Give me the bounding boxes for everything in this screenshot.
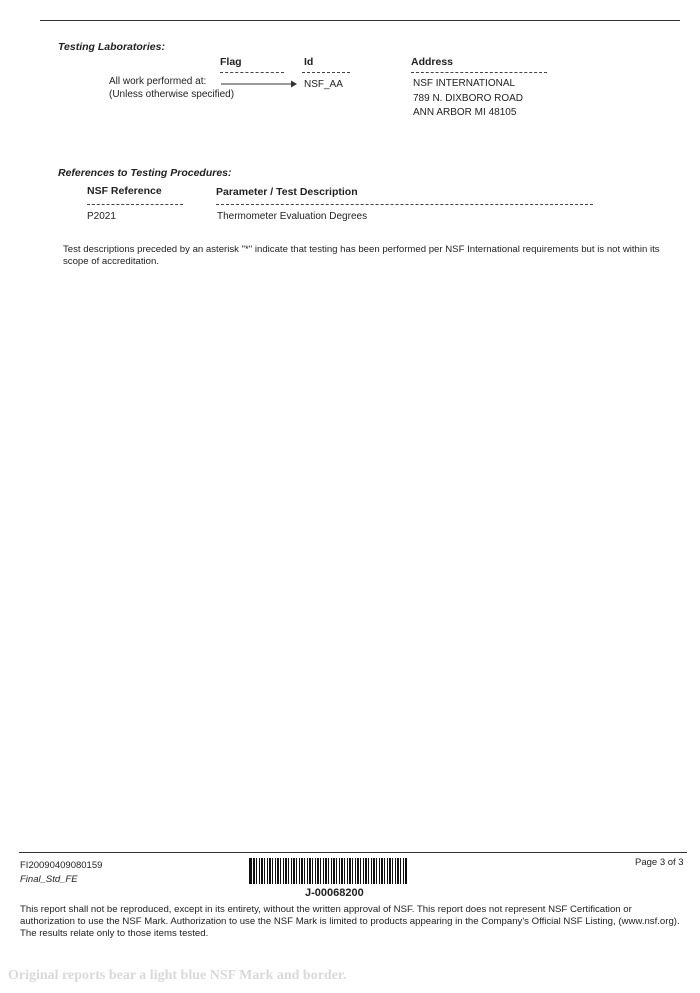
footer-rule bbox=[19, 852, 687, 853]
row-label-unless-specified: (Unless otherwise specified) bbox=[109, 89, 235, 100]
nsf-reference-column-header: NSF Reference bbox=[87, 185, 162, 197]
footer-disclaimer: This report shall not be reproduced, except in its entirety, without the written approval of NSF. This report does not represent NSF Certification or authorization to use the NSF Mark. Authorization to use the NSF Mark is limited to products appearing in the Company's Official NSF Listing, (www.nsf.org). The results relate only to those items tested. bbox=[20, 904, 680, 939]
document-type: Final_Std_FE bbox=[20, 874, 78, 885]
job-number: J-00068200 bbox=[305, 887, 364, 899]
parameter-column-header: Parameter / Test Description bbox=[216, 186, 358, 198]
address-column-header: Address bbox=[411, 56, 454, 68]
parameter-header-underline bbox=[216, 204, 593, 205]
address-line-3: ANN ARBOR MI 48105 bbox=[413, 107, 517, 118]
original-reports-watermark: Original reports bear a light blue NSF Mark and border. bbox=[8, 968, 347, 983]
lab-id-value: NSF_AA bbox=[304, 79, 343, 90]
accreditation-note: Test descriptions preceded by an asterisk "*" indicate that testing has been performed per NSF International requirements but is not within its scope of accreditation. bbox=[63, 244, 660, 267]
references-heading: References to Testing Procedures: bbox=[58, 167, 232, 179]
reference-header-underline bbox=[87, 204, 183, 205]
address-header-underline bbox=[411, 72, 547, 73]
document-id: FI20090409080159 bbox=[20, 860, 103, 871]
reference-cell: P2021 bbox=[87, 211, 116, 222]
arrow-right-icon bbox=[221, 79, 297, 89]
address-line-2: 789 N. DIXBORO ROAD bbox=[413, 93, 524, 104]
top-rule bbox=[40, 20, 680, 21]
address-line-1: NSF INTERNATIONAL bbox=[413, 78, 516, 89]
barcode bbox=[249, 858, 407, 884]
row-label-work-performed: All work performed at: bbox=[109, 76, 207, 87]
flag-header-underline bbox=[220, 72, 284, 73]
id-column-header: Id bbox=[304, 56, 314, 68]
testing-labs-heading: Testing Laboratories: bbox=[58, 41, 165, 53]
parameter-cell: Thermometer Evaluation Degrees bbox=[217, 211, 368, 222]
page-number: Page 3 of 3 bbox=[635, 857, 684, 868]
flag-column-header: Flag bbox=[220, 56, 242, 68]
id-header-underline bbox=[302, 72, 350, 73]
